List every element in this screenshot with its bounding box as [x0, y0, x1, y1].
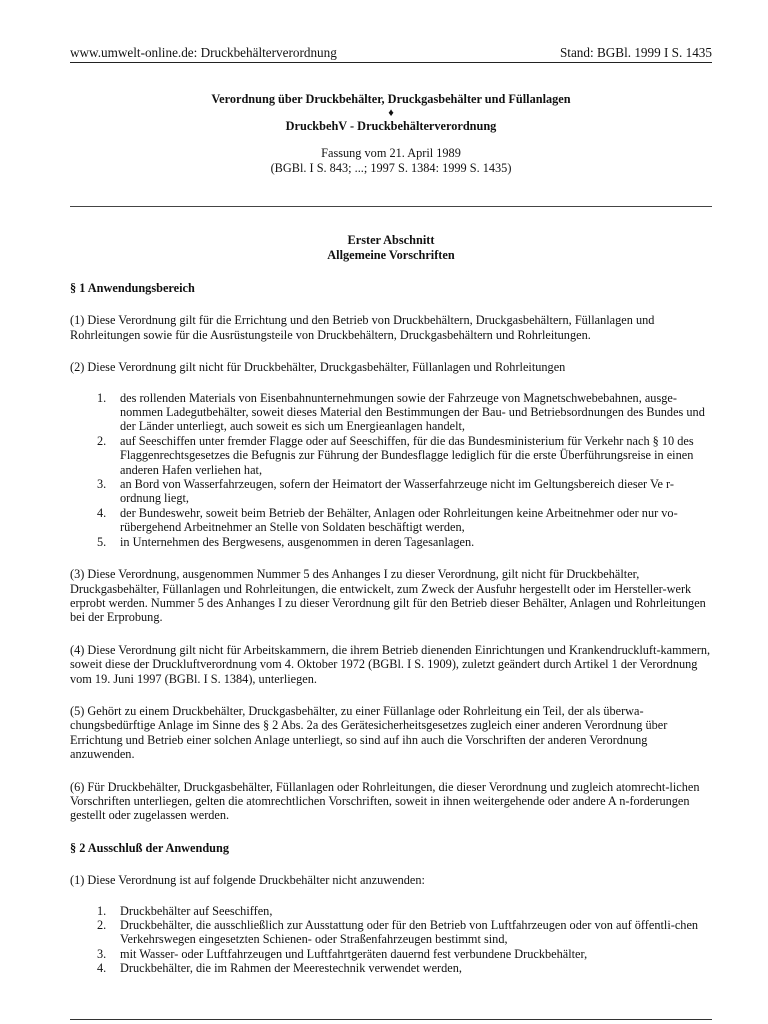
list-item	[70, 904, 712, 918]
list-item-number: 3.	[97, 477, 107, 492]
title-divider	[70, 206, 712, 207]
paragraph-1-abs-1: (1) Diese Verordnung gilt für die Errichtung und den Betrieb von Druckbehältern, Druckgasbehältern, Füllanlagen und Rohrleitungen sowie für die Ausrüstungsteile von Druckbehältern, Druckgasbehältern und Rohrleitungen.	[70, 313, 655, 342]
document-short-title: DruckbehV - Druckbehälterverordnung	[285, 119, 497, 133]
header-source: www.umwelt-online.de: Druckbehälterverordnung	[70, 45, 337, 60]
page-header	[70, 45, 712, 63]
document-title-block	[70, 92, 712, 175]
list-item-text: des rollenden Materials von Eisenbahnunternehmungen sowie der Fahrzeuge von Magnetschwebebahnen, ausge-nommen Ladegutbehälter, soweit dieses Material den Bestimmungen der Bau- und Betriebsordnungen des Bundes und der Länder unterliegt, auch soweit es sich um Energieanlagen handelt,	[120, 390, 705, 434]
paragraph-2-abs-1: (1) Diese Verordnung ist auf folgende Druckbehälter nicht anzuwenden:	[70, 873, 425, 888]
document-title: Verordnung über Druckbehälter, Druckgasbehälter und Füllanlagen	[211, 92, 571, 106]
list-item	[70, 477, 712, 506]
list-item-number: 1.	[97, 903, 107, 918]
list-item	[70, 391, 712, 434]
diamond-icon: ♦	[388, 107, 394, 119]
paragraph-2-title: § 2 Ausschluß der Anwendung	[70, 840, 230, 855]
list-item-text: an Bord von Wasserfahrzeugen, sofern der Heimatort der Wasserfahrzeuge nicht im Geltungsbereich dieser Ve r-ordnung liegt,	[120, 477, 675, 506]
list-item-number: 2.	[97, 433, 107, 448]
list-item-text: Druckbehälter auf Seeschiffen,	[120, 903, 273, 918]
version-info	[70, 146, 712, 175]
paragraph-1-abs-2-list	[70, 391, 712, 549]
list-item-number: 4.	[97, 961, 107, 976]
page-footer-rule	[70, 1019, 712, 1020]
header-status: Stand: BGBl. 1999 I S. 1435	[559, 45, 712, 60]
list-item-text: auf Seeschiffen unter fremder Flagge oder auf Seeschiffen, für die das Bundesministerium für Verkehr nach § 10 des Flaggenrechtsgesetzes die Befugnis zur Führung der Bundesflagge lediglich für die erste Überführungsreise in einen anderen Hafen verliehen hat,	[120, 433, 694, 477]
list-item-number: 3.	[97, 946, 107, 961]
list-item	[70, 535, 712, 549]
list-item-number: 5.	[97, 534, 107, 549]
paragraph-1-title: § 1 Anwendungsbereich	[70, 281, 195, 295]
paragraph-1-abs-2: (2) Diese Verordnung gilt nicht für Druckbehälter, Druckgasbehälter, Füllanlagen und Rohrleitungen	[70, 360, 566, 375]
paragraph-1-abs-6: (6) Für Druckbehälter, Druckgasbehälter, Füllanlagen oder Rohrleitungen, die dieser Verordnung und zugleich atomrecht-lichen Vorschriften unterliegen, gelten die atomrechtlichen Vorschriften, soweit in ihnen weitergehende oder andere A n-forderungen gestellt oder zugelassen werden.	[70, 779, 700, 823]
list-item	[70, 961, 712, 975]
list-item-text: in Unternehmen des Bergwesens, ausgenommen in deren Tagesanlagen.	[120, 534, 475, 549]
paragraph-1-abs-3: (3) Diese Verordnung, ausgenommen Nummer 5 des Anhanges I zu dieser Verordnung, gilt nicht für Druckbehälter, Druckgasbehälter, Füllanlagen und Rohrleitungen, die entwickelt, zum Zweck der Ausfuhr hergestellt oder im Hersteller-werk erprobt werden. Nummer 5 des Anhanges I zu dieser Verordnung gilt für den Betrieb dieser Behälter, Anlagen und Rohrleitungen bei der Erprobung.	[70, 567, 706, 625]
version-references: (BGBl. I S. 843; ...; 1997 S. 1384: 1999 S. 1435)	[270, 160, 512, 175]
list-item-number: 1.	[97, 390, 107, 405]
section-heading	[70, 233, 712, 263]
paragraph-1-abs-5: (5) Gehört zu einem Druckbehälter, Druckgasbehälter, zu einer Füllanlage oder Rohrleitung ein Teil, der als überwa-chungsbedürftige Anlage im Sinne des § 2 Abs. 2a des Gerätesicherheitsgesetzes zugleich einer anderen Verordnung über Errichtung und Betrieb einer solchen Anlage unterliegt, so sind auf ihn auch die Vorschriften der anderen Verordnung anzuwenden.	[70, 703, 668, 762]
document-body	[70, 233, 712, 976]
section-number: Erster Abschnitt	[347, 233, 435, 247]
paragraph-1-abs-4: (4) Diese Verordnung gilt nicht für Arbeitskammern, die ihrem Betrieb dienenden Einrichtungen und Krankendruckluft-kammern, soweit diese der Druckluftverordnung vom 4. Oktober 1972 (BGBl. I S. 1909), zuletzt geändert durch Artikel 1 der Verordnung vom 19. Juni 1997 (BGBl. I S. 1384), unterliegen.	[70, 642, 711, 686]
list-item-text: Druckbehälter, die im Rahmen der Meerestechnik verwendet werden,	[120, 961, 462, 976]
list-item-text: Druckbehälter, die ausschließlich zur Ausstattung oder für den Betrieb von Luftfahrzeugen oder von auf öffentli-chen Verkehrswegen eingesetzten Schienen- oder Straßenfahrzeugen bestimmt sind,	[120, 918, 699, 947]
list-item-text: mit Wasser- oder Luftfahrzeugen und Luftfahrtgeräten dauernd fest verbundene Druckbehälter,	[120, 946, 588, 961]
list-item-number: 2.	[97, 918, 107, 932]
version-date: Fassung vom 21. April 1989	[321, 146, 461, 160]
section-title: Allgemeine Vorschriften	[327, 248, 455, 262]
list-item-text: der Bundeswehr, soweit beim Betrieb der Behälter, Anlagen oder Rohrleitungen keine Arbeitnehmer oder nur vo-rübergehend Arbeitnehmer an Stelle von Soldaten beschäftigt werden,	[120, 505, 678, 535]
list-item	[70, 506, 712, 535]
list-item-number: 4.	[97, 505, 107, 520]
paragraph-2-abs-1-list	[70, 904, 712, 976]
list-item	[70, 947, 712, 961]
document-page	[70, 0, 712, 1024]
list-item	[70, 434, 712, 477]
list-item	[70, 918, 712, 947]
